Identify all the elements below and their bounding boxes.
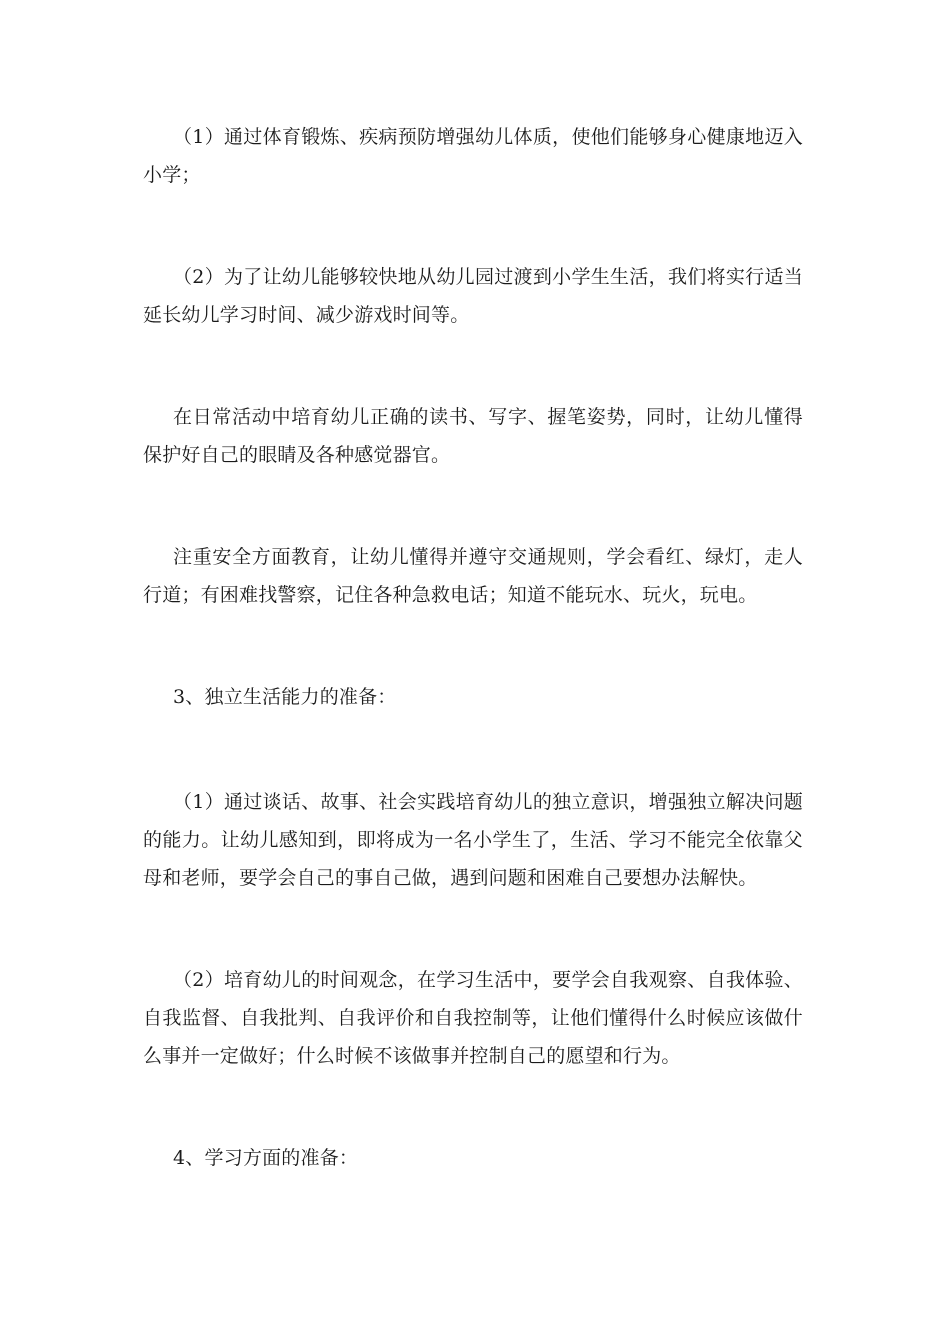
paragraph-health-2: （2）为了让幼儿能够较快地从幼儿园过渡到小学生生活，我们将实行适当延长幼儿学习时间、减少游戏时间等。: [143, 266, 803, 326]
paragraph-safety: 注重安全方面教育，让幼儿懂得并遵守交通规则，学会看红、绿灯，走人行道；有困难找警察，记住各种急救电话；知道不能玩水、玩火，玩电。: [143, 546, 803, 606]
paragraph-independence-1: （1）通过谈话、故事、社会实践培育幼儿的独立意识，增强独立解决问题的能力。让幼儿感知到，即将成为一名小学生了，生活、学习不能完全依靠父母和老师，要学会自己的事自己做，遇到问题和困难自己要想办法解快。: [143, 791, 803, 889]
paragraph-independence-2: （2）培育幼儿的时间观念，在学习生活中，要学会自我观察、自我体验、自我监督、自我批判、自我评价和自我控制等，让他们懂得什么时候应该做什么事并一定做好；什么时候不该做事并控制自己的愿望和行为。: [143, 969, 803, 1067]
section-heading-independence: 3、独立生活能力的准备：: [173, 686, 397, 708]
paragraph-posture: 在日常活动中培育幼儿正确的读书、写字、握笔姿势，同时，让幼儿懂得保护好自己的眼睛及各种感觉器官。: [143, 406, 803, 466]
paragraph-health-1: （1）通过体育锻炼、疾病预防增强幼儿体质，使他们能够身心健康地迈入小学；: [143, 126, 803, 186]
section-heading-learning: 4、学习方面的准备：: [173, 1147, 359, 1169]
